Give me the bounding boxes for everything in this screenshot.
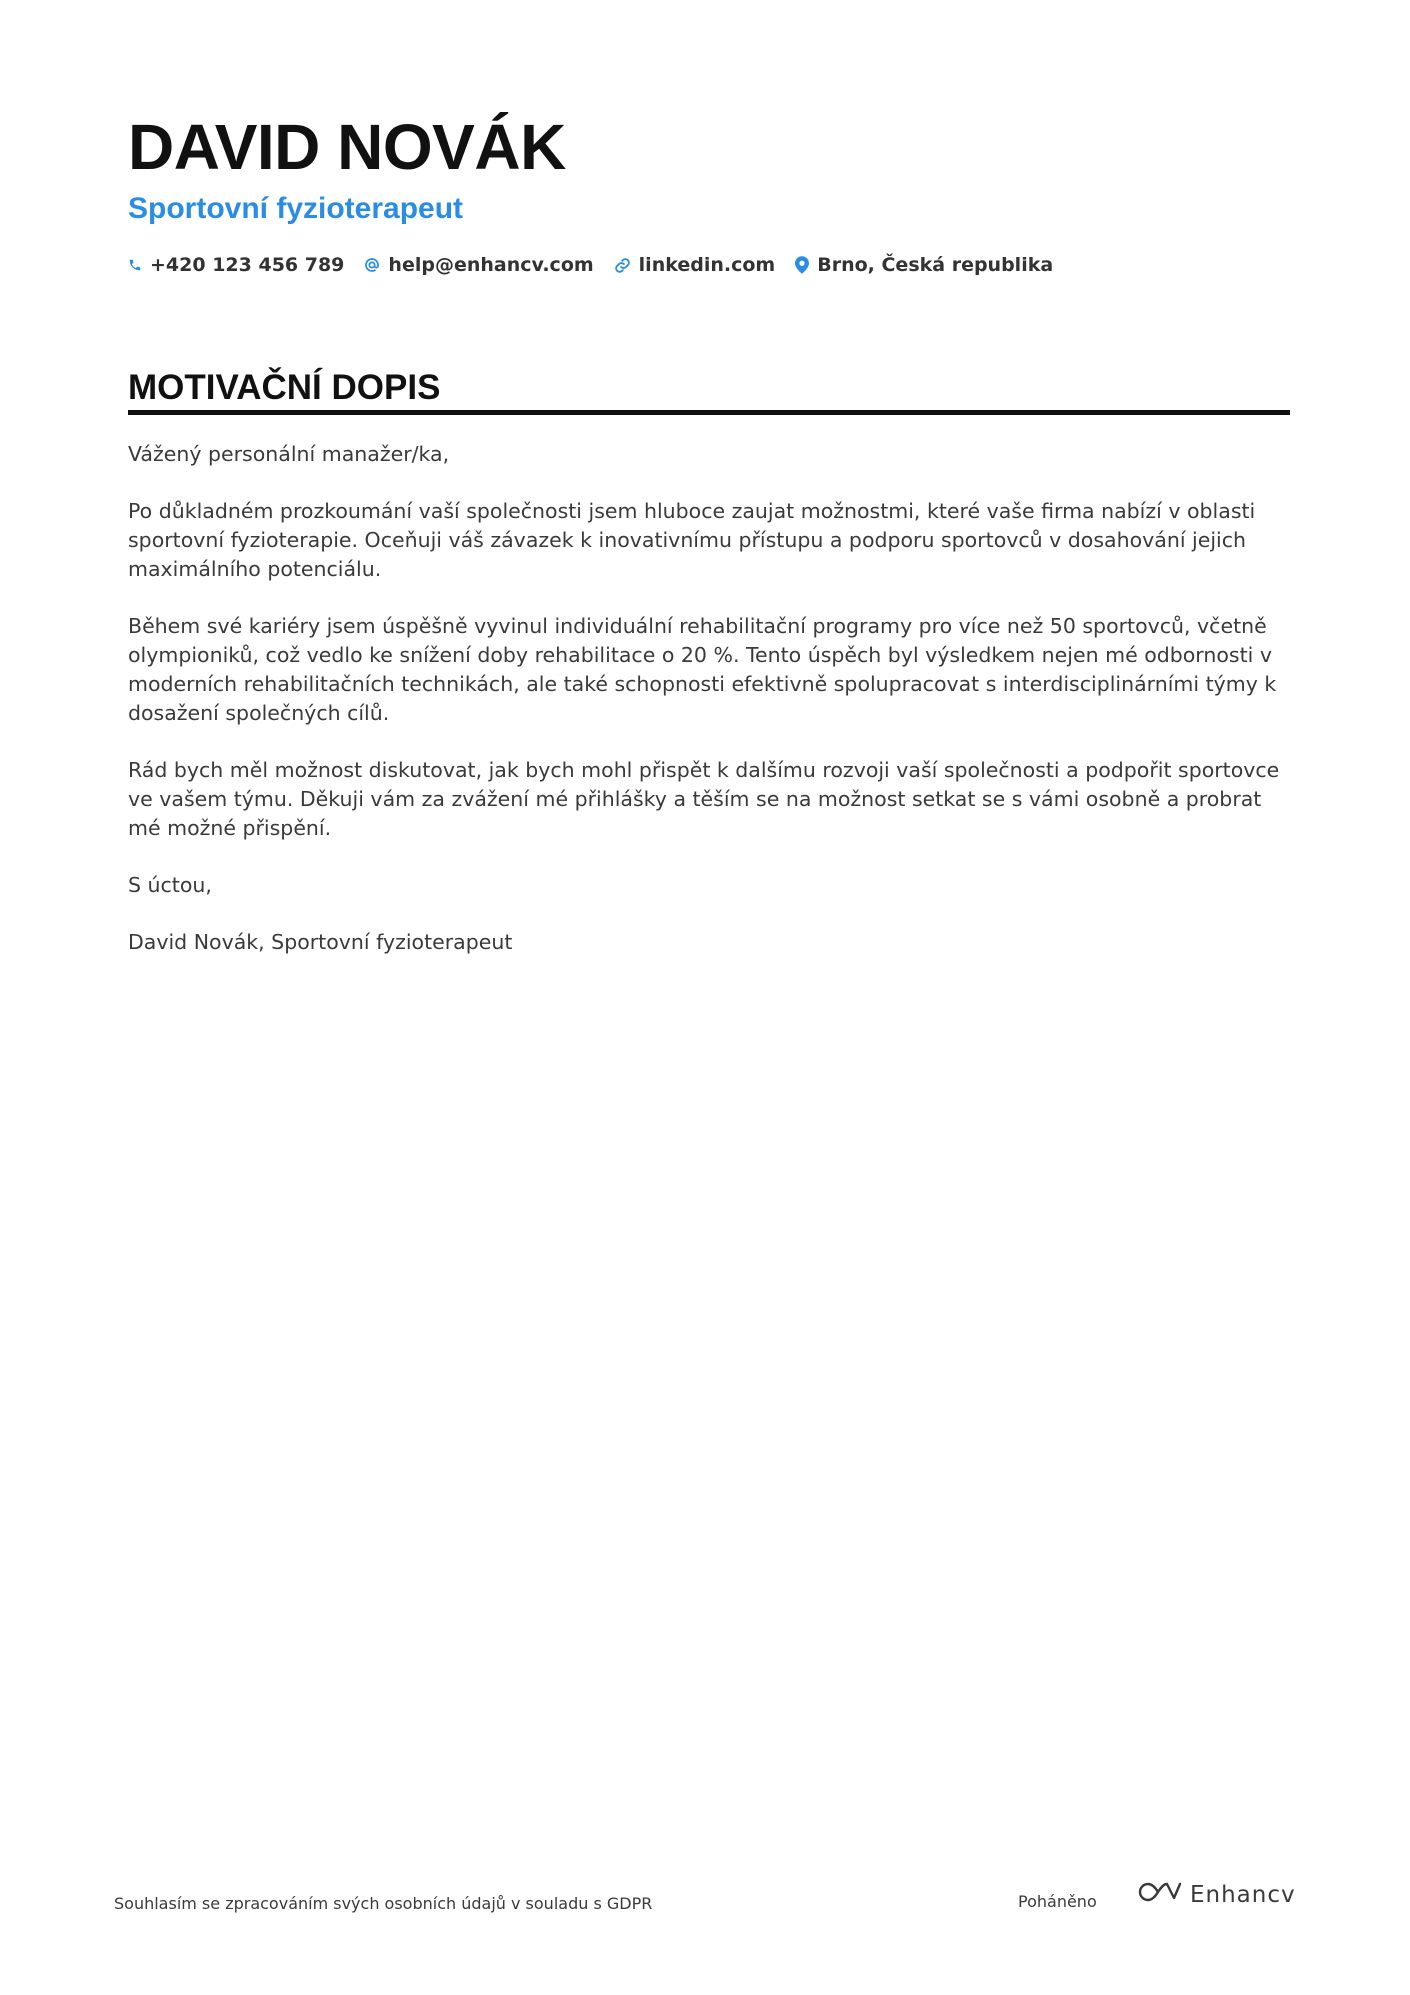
letter-greeting: Vážený personální manažer/ka, (128, 442, 450, 466)
letter-paragraph: Rád bych měl možnost diskutovat, jak bych mohl přispět k dalšímu rozvoji vaší společnosti a podpořit sportovce ve vašem týmu. Děkuji vám za zvážení mé přihlášky a těším se na možnost setkat se s vámi osobně a probrat mé možné přispění. (128, 758, 1280, 840)
contact-email[interactable] (364, 254, 593, 276)
contact-linkedin[interactable] (614, 254, 776, 276)
section-title: MOTIVAČNÍ DOPIS (128, 368, 441, 407)
powered-by-label: Poháněno (1018, 1892, 1097, 1911)
enhancv-logo[interactable] (1138, 1880, 1296, 1909)
link-icon (614, 257, 631, 274)
letter-closing: S úctou, (128, 873, 212, 897)
cover-letter-page (128, 0, 1290, 1995)
section-divider (128, 410, 1290, 415)
location-text: Brno, Česká republika (817, 254, 1054, 276)
job-title: Sportovní fyzioterapeut (128, 192, 464, 225)
linkedin-url: linkedin.com (638, 254, 776, 276)
at-icon (364, 257, 380, 273)
enhancv-logo-text: Enhancv (1190, 1881, 1296, 1908)
enhancv-logo-icon (1138, 1880, 1182, 1909)
candidate-name: DAVID NOVÁK (128, 111, 566, 183)
email-address: help@enhancv.com (388, 254, 594, 276)
phone-icon (128, 257, 142, 273)
location-pin-icon (795, 256, 809, 274)
letter-paragraph: Během své kariéry jsem úspěšně vyvinul individuální rehabilitační programy pro více než 50 sportovců, včetně olympioniků, což vedlo ke snížení doby rehabilitace o 20 %. Tento úspěch byl výsledkem nejen mé odbornosti v moderních rehabilitačních technikách, ale také schopnosti efektivně spolupracovat s interdisciplinárními týmy k dosažení společných cílů. (128, 614, 1277, 725)
phone-number: +420 123 456 789 (150, 254, 345, 276)
letter-signature: David Novák, Sportovní fyzioterapeut (128, 930, 513, 954)
contact-bar (128, 254, 1053, 276)
contact-location (795, 254, 1053, 276)
gdpr-consent-text: Souhlasím se zpracováním svých osobních údajů v souladu s GDPR (114, 1894, 653, 1913)
letter-body (128, 440, 1290, 985)
letter-paragraph: Po důkladném prozkoumání vaší společnosti jsem hluboce zaujat možnostmi, které vaše firma nabízí v oblasti sportovní fyzioterapie. Oceňuji váš závazek k inovativnímu přístupu a podporu sportovců v dosahování jejich maximálního potenciálu. (128, 499, 1256, 581)
contact-phone[interactable] (128, 254, 344, 276)
